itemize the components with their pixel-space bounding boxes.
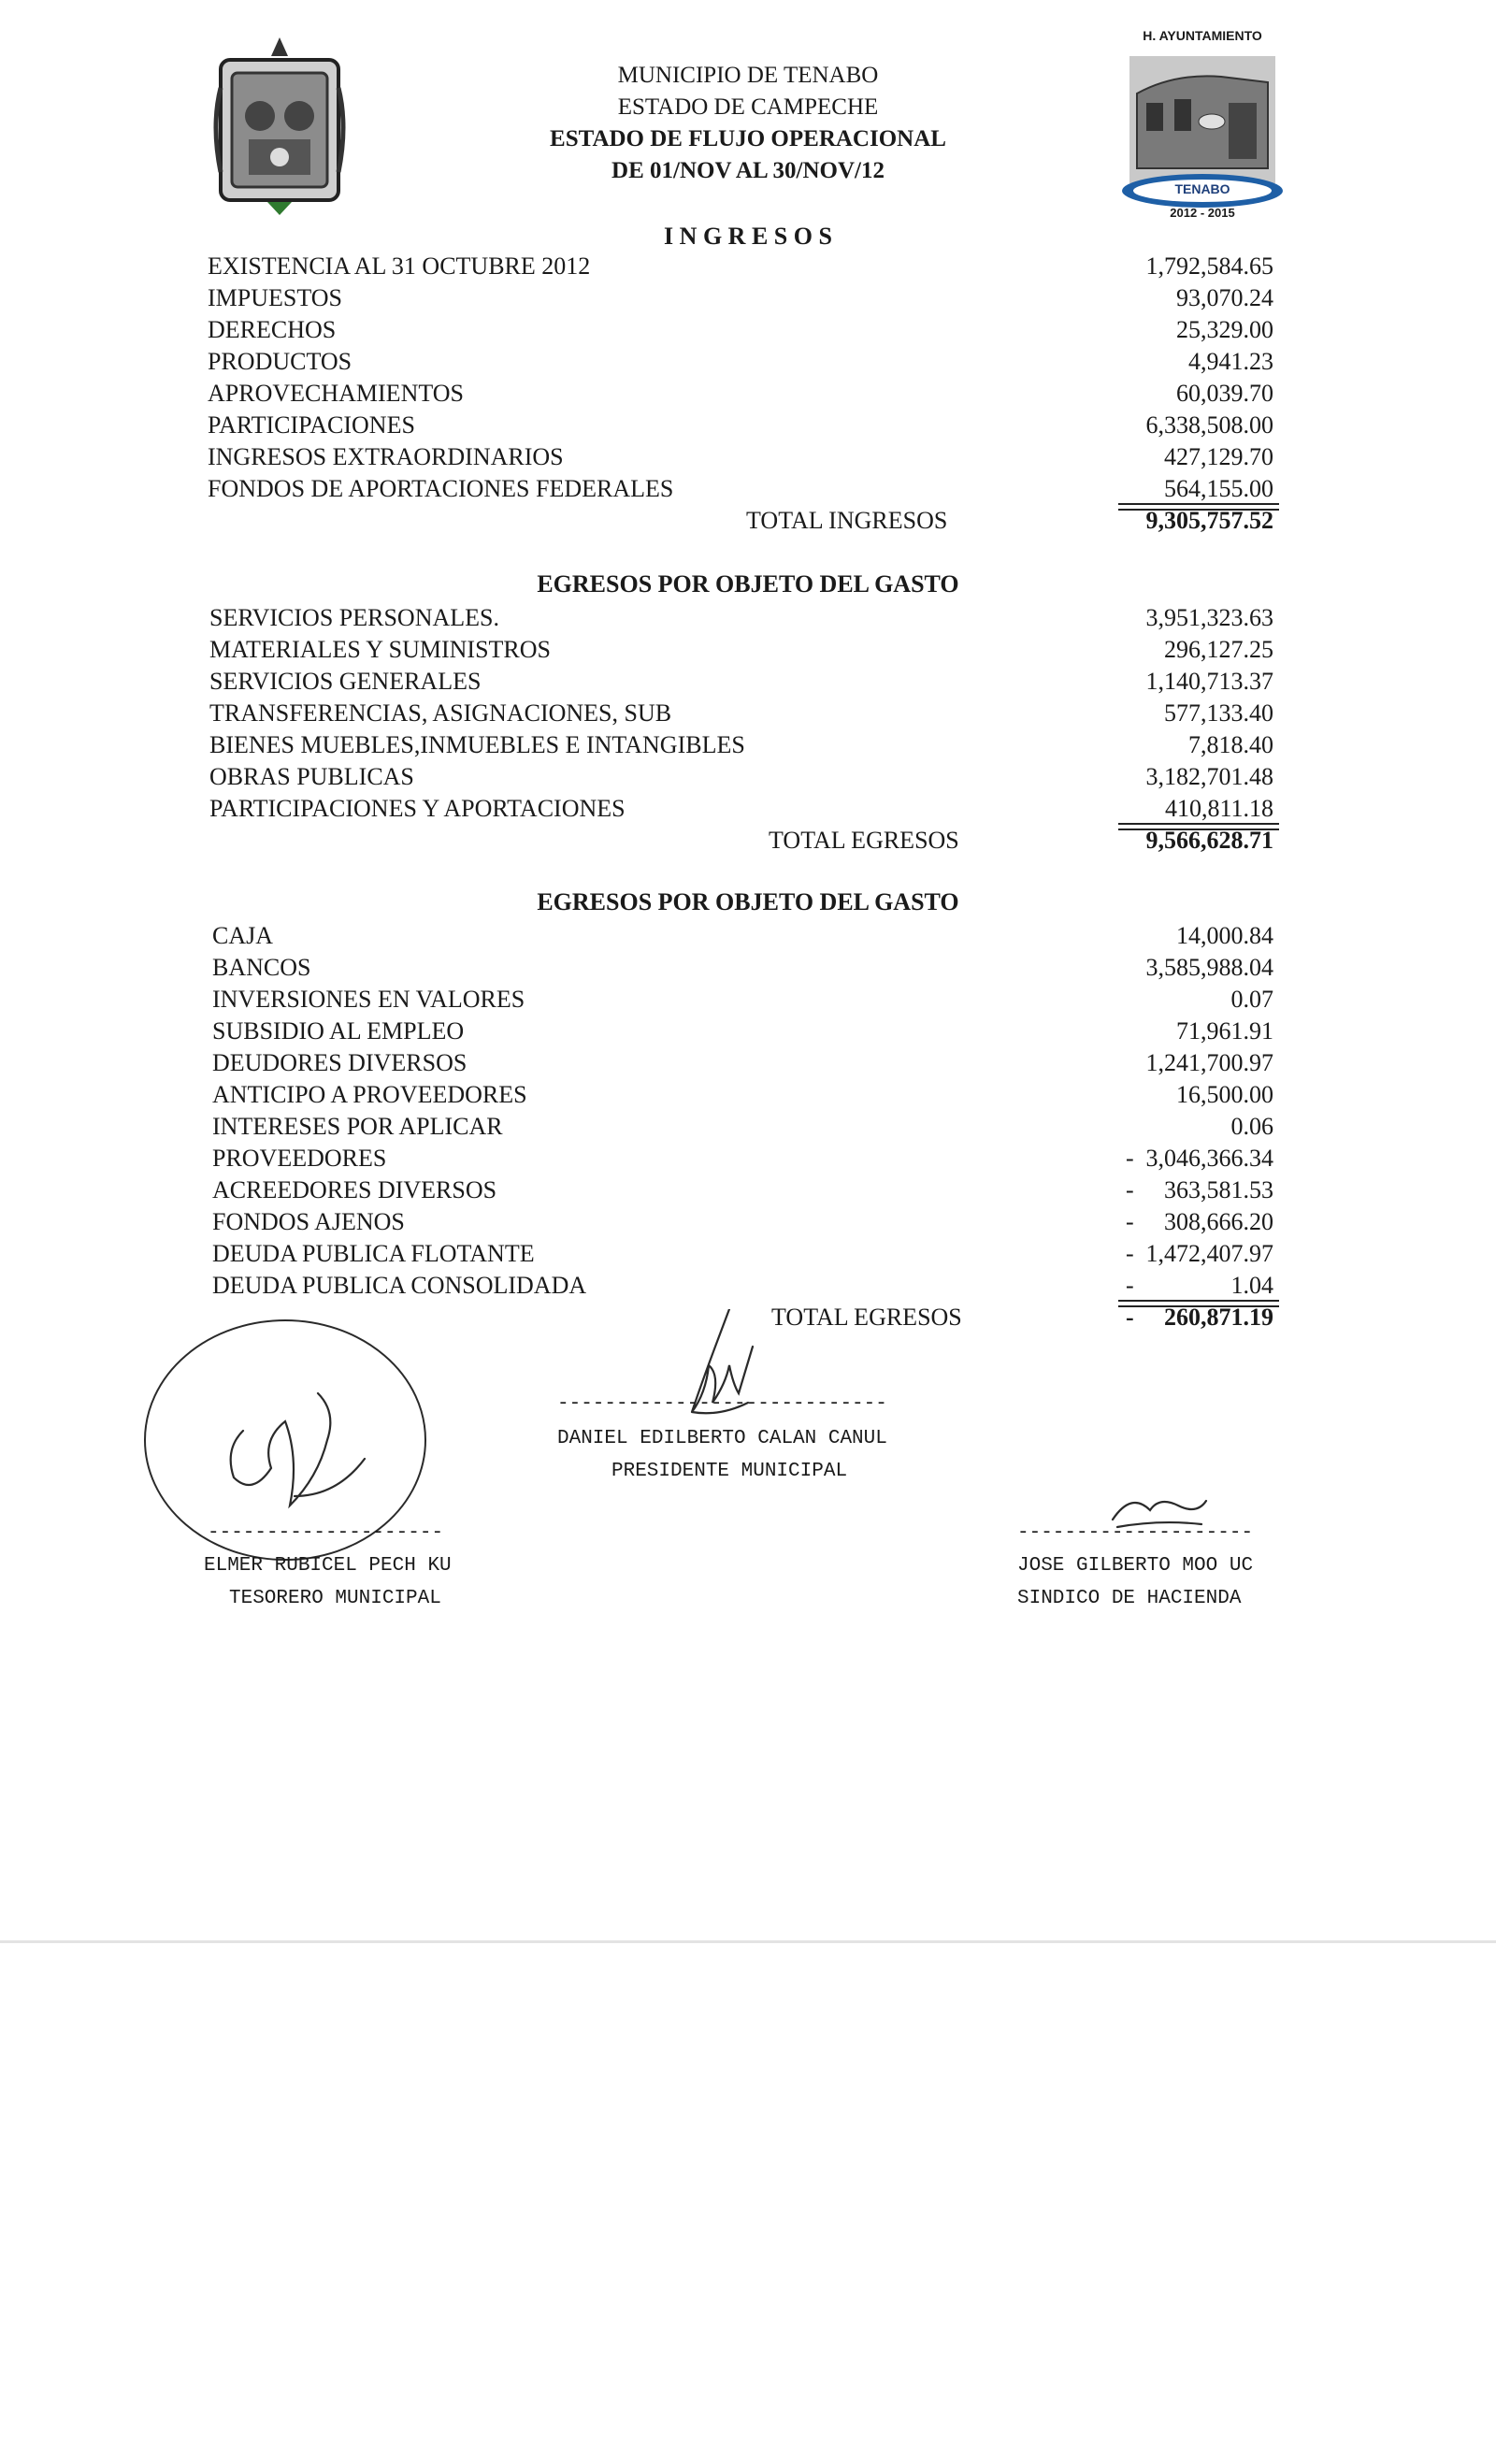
ingresos-row-label: DERECHOS xyxy=(208,316,337,343)
balance-row-label: DEUDORES DIVERSOS xyxy=(212,1049,468,1076)
balance-row-label: DEUDA PUBLICA CONSOLIDADA xyxy=(212,1272,587,1299)
ingresos-row-value: 93,070.24 xyxy=(1176,284,1273,311)
ingresos-row-label: PRODUCTOS xyxy=(208,348,352,375)
egresos-row-value: 3,951,323.63 xyxy=(1145,604,1273,631)
balance-row-value: 0.06 xyxy=(1230,1113,1273,1140)
municipality-name: MUNICIPIO DE TENABO xyxy=(617,63,879,88)
balance-row-label: ACREEDORES DIVERSOS xyxy=(212,1176,497,1203)
ingresos-row-value: 427,129.70 xyxy=(1164,443,1273,470)
balance-row-value: 1,241,700.97 xyxy=(1145,1049,1273,1076)
balance-row-label: SUBSIDIO AL EMPLEO xyxy=(212,1017,465,1045)
balance-row-label: PROVEEDORES xyxy=(212,1145,387,1172)
egresos-row-value: 410,811.18 xyxy=(1164,795,1273,822)
egresos-row-value: 7,818.40 xyxy=(1188,731,1273,758)
ayuntamiento-logo xyxy=(1118,28,1287,224)
balance-row-sign: - xyxy=(1126,1208,1134,1235)
balance-row-value: 308,666.20 xyxy=(1164,1208,1273,1235)
egresos-row-label: TRANSFERENCIAS, ASIGNACIONES, SUB xyxy=(209,699,672,727)
ingresos-row-label: INGRESOS EXTRAORDINARIOS xyxy=(208,443,564,470)
egresos-row-label: PARTICIPACIONES Y APORTACIONES xyxy=(209,795,626,822)
egresos-total-label: TOTAL EGRESOS xyxy=(769,827,959,854)
balance-row-sign: - xyxy=(1126,1145,1134,1172)
balance-row-label: CAJA xyxy=(212,922,274,949)
ingresos-row-value: 6,338,508.00 xyxy=(1145,411,1273,439)
balance-title: EGRESOS POR OBJETO DEL GASTO xyxy=(537,888,959,915)
state-name: ESTADO DE CAMPECHE xyxy=(617,94,879,120)
ingresos-row-value: 1,792,584.65 xyxy=(1145,252,1273,280)
ingresos-title: I N G R E S O S xyxy=(664,223,832,250)
treasurer-name: ELMER RUBICEL PECH KU xyxy=(204,1555,452,1577)
ayuntamiento-logo-name: TENABO xyxy=(1174,181,1230,196)
egresos-title: EGRESOS POR OBJETO DEL GASTO xyxy=(537,570,959,598)
treasurer-title: TESORERO MUNICIPAL xyxy=(229,1588,441,1609)
treasurer-signature-line: -------------------- xyxy=(208,1522,444,1544)
egresos-row-label: MATERIALES Y SUMINISTROS xyxy=(209,636,551,663)
balance-row-label: ANTICIPO A PROVEEDORES xyxy=(212,1081,527,1108)
president-title: PRESIDENTE MUNICIPAL xyxy=(611,1461,848,1482)
ingresos-row-value: 4,941.23 xyxy=(1188,348,1273,375)
ingresos-total-label: TOTAL INGRESOS xyxy=(746,507,948,534)
balance-total-label: TOTAL EGRESOS xyxy=(771,1304,962,1331)
report-title: ESTADO DE FLUJO OPERACIONAL xyxy=(550,126,946,151)
balance-total-sign: - xyxy=(1126,1304,1134,1331)
egresos-row-label: SERVICIOS GENERALES xyxy=(209,668,482,695)
sindico-title: SINDICO DE HACIENDA xyxy=(1017,1588,1242,1609)
balance-row-value: 71,961.91 xyxy=(1176,1017,1273,1045)
ingresos-total-value: 9,305,757.52 xyxy=(1145,507,1273,534)
ingresos-row-label: APROVECHAMIENTOS xyxy=(208,380,464,407)
balance-subtotal-rule xyxy=(1118,1300,1279,1302)
egresos-subtotal-rule xyxy=(1118,823,1279,825)
balance-total-value: 260,871.19 xyxy=(1164,1304,1273,1331)
ingresos-row-label: EXISTENCIA AL 31 OCTUBRE 2012 xyxy=(208,252,591,280)
egresos-row-value: 577,133.40 xyxy=(1164,699,1273,727)
egresos-row-label: BIENES MUEBLES,INMUEBLES E INTANGIBLES xyxy=(209,731,745,758)
egresos-row-value: 3,182,701.48 xyxy=(1145,763,1273,790)
egresos-row-label: SERVICIOS PERSONALES. xyxy=(209,604,499,631)
president-signature-line: ---------------------------- xyxy=(557,1393,887,1415)
balance-row-sign: - xyxy=(1126,1272,1134,1299)
balance-row-label: INTERESES POR APLICAR xyxy=(212,1113,503,1140)
ingresos-row-value: 60,039.70 xyxy=(1176,380,1273,407)
egresos-row-value: 1,140,713.37 xyxy=(1145,668,1273,695)
ingresos-row-label: PARTICIPACIONES xyxy=(208,411,415,439)
ayuntamiento-logo-years: 2012 - 2015 xyxy=(1170,206,1235,220)
egresos-row-value: 296,127.25 xyxy=(1164,636,1273,663)
balance-row-value: 14,000.84 xyxy=(1176,922,1273,949)
balance-row-sign: - xyxy=(1126,1240,1134,1267)
balance-row-value: 3,046,366.34 xyxy=(1145,1145,1273,1172)
ingresos-subtotal-rule xyxy=(1118,503,1279,505)
egresos-total-value: 9,566,628.71 xyxy=(1145,827,1273,854)
report-period: DE 01/NOV AL 30/NOV/12 xyxy=(611,158,885,183)
balance-row-label: DEUDA PUBLICA FLOTANTE xyxy=(212,1240,535,1267)
balance-row-value: 16,500.00 xyxy=(1176,1081,1273,1108)
balance-row-value: 0.07 xyxy=(1230,986,1273,1013)
balance-row-value: 363,581.53 xyxy=(1164,1176,1273,1203)
balance-row-value: 3,585,988.04 xyxy=(1145,954,1273,981)
sindico-name: JOSE GILBERTO MOO UC xyxy=(1017,1555,1254,1577)
ingresos-row-value: 564,155.00 xyxy=(1164,475,1273,502)
balance-row-label: INVERSIONES EN VALORES xyxy=(212,986,525,1013)
balance-row-value: 1,472,407.97 xyxy=(1145,1240,1273,1267)
ingresos-row-label: FONDOS DE APORTACIONES FEDERALES xyxy=(208,475,674,502)
scan-bottom-edge xyxy=(0,1940,1496,1943)
ingresos-row-value: 25,329.00 xyxy=(1176,316,1273,343)
balance-row-value: 1.04 xyxy=(1230,1272,1273,1299)
ayuntamiento-logo-title: H. AYUNTAMIENTO xyxy=(1143,28,1262,43)
president-name: DANIEL EDILBERTO CALAN CANUL xyxy=(557,1428,887,1449)
balance-row-sign: - xyxy=(1126,1176,1134,1203)
balance-row-label: FONDOS AJENOS xyxy=(212,1208,405,1235)
ingresos-row-label: IMPUESTOS xyxy=(208,284,343,311)
balance-row-label: BANCOS xyxy=(212,954,311,981)
egresos-row-label: OBRAS PUBLICAS xyxy=(209,763,414,790)
sindico-signature-line: -------------------- xyxy=(1017,1522,1254,1544)
